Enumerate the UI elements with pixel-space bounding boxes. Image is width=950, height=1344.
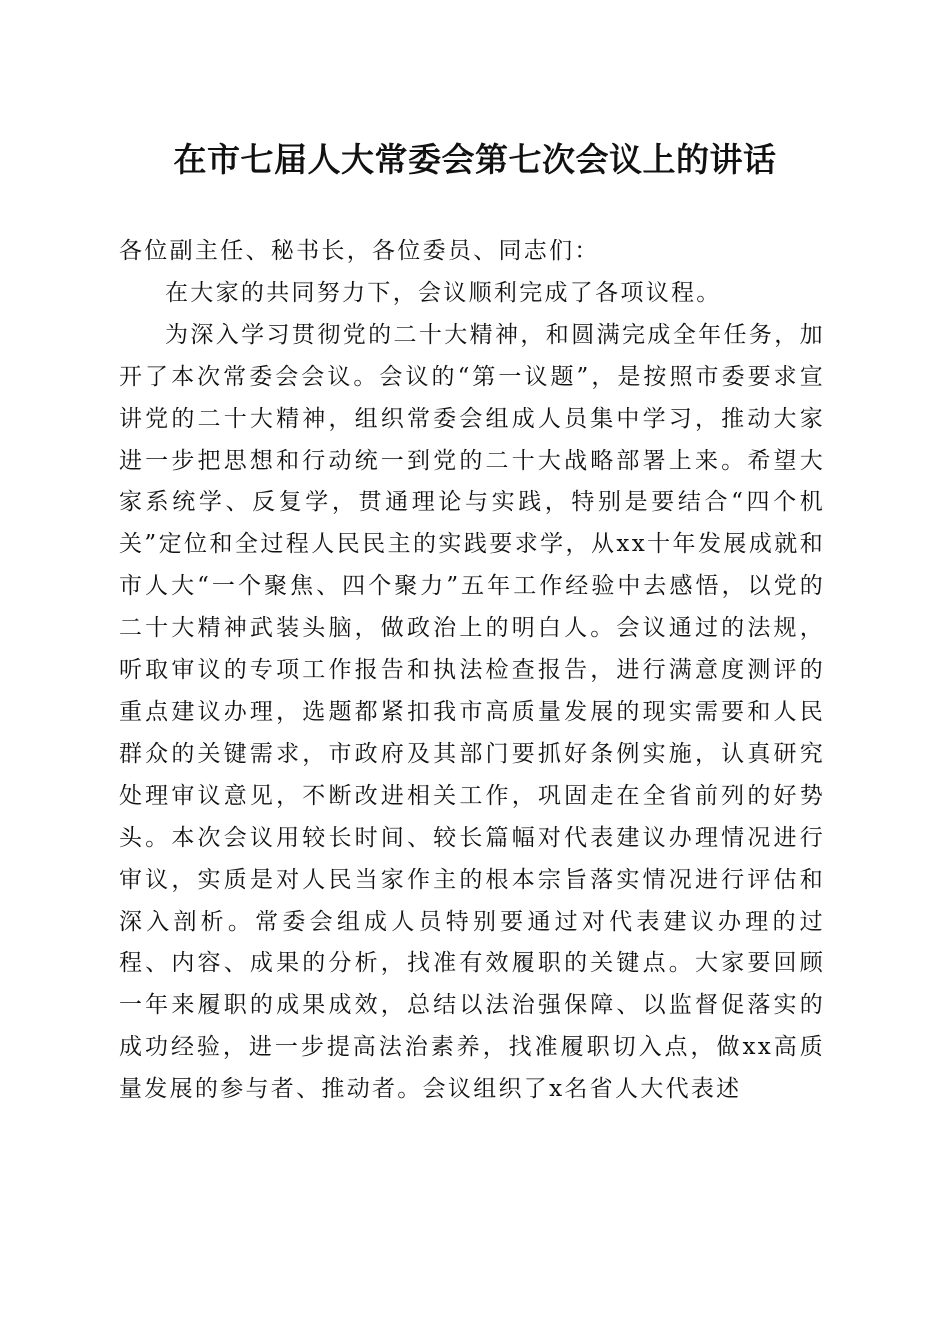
document-body [119, 231, 825, 1111]
salutation: 各位副主任、秘书长，各位委员、同志们： [119, 238, 600, 264]
paragraph-opening: 在大家的共同努力下，会议顺利完成了各项议程。 [165, 279, 722, 306]
paragraph-main: 为深入学习贯彻党的二十大精神，和圆满完成全年任务，加开了本次常委会会议。会议的“第一议题”，是按照市委要求宣讲党的二十大精神，组织常委会组成人员集中学习，推动大家进一步把思想和行动统一到党的二十大战略部署上来。希望大家系统学、反复学，贯通理论与实践，特别是要结合“四个机关”定位和全过程人民民主的实践要求学，从xx十年发展成就和市人大“一个聚焦、四个聚力”五年工作经验中去感悟，以党的二十大精神武装头脑，做政治上的明白人。会议通过的法规，听取审议的专项工作报告和执法检查报告，进行满意度测评的重点建议办理，选题都紧扣我市高质量发展的现实需要和人民群众的关键需求，市政府及其部门要抓好条例实施，认真研究处理审议意见，不断改进相关工作，巩固走在全省前列的好势头。本次会议用较长时间、较长篇幅对代表建议办理情况进行审议，实质是对人民当家作主的根本宗旨落实情况进行评估和深入剖析。常委会组成人员特别要通过对代表建议办理的过程、内容、成果的分析，找准有效履职的关键点。大家要回顾一年来履职的成果成效，总结以法治强保障、以监督促落实的成功经验，进一步提高法治素养，找准履职切入点，做xx高质量发展的参与者、推动者。会议组织了x名省人大代表述 [119, 321, 825, 1103]
document-title: 在市七届人大常委会第七次会议上的讲话 [173, 140, 777, 179]
